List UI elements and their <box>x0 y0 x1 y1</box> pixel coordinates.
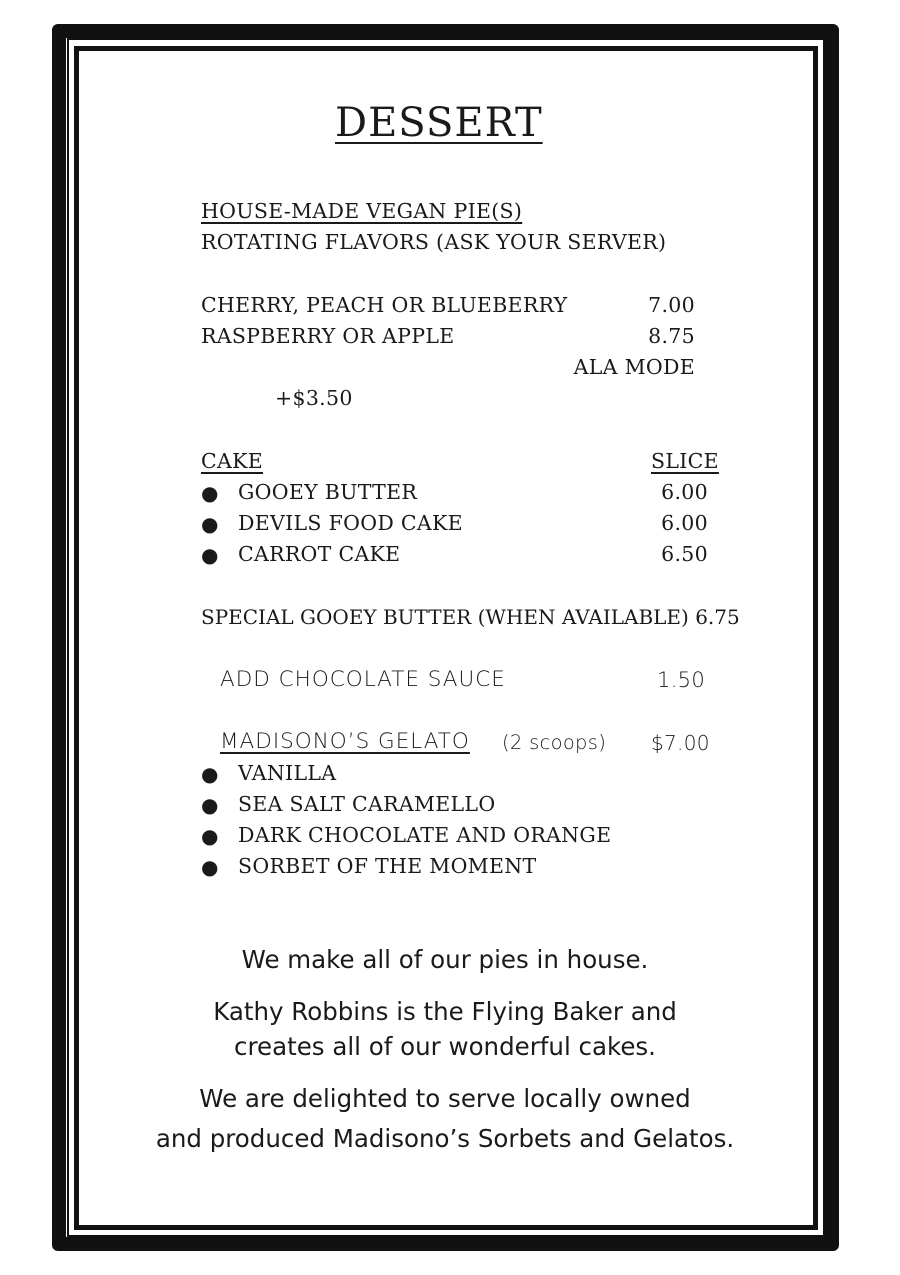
bullet-icon: ● <box>201 793 219 817</box>
ala-mode-label: ALA MODE <box>573 355 695 379</box>
cake-item-name: DEVILS FOOD CAKE <box>238 511 463 535</box>
cake-item-price: 6.00 <box>661 480 708 504</box>
cake-item-price: 6.50 <box>661 542 708 566</box>
cake-item-name: GOOEY BUTTER <box>238 480 418 504</box>
cake-heading: CAKE <box>201 449 263 473</box>
pies-subheading: ROTATING FLAVORS (ASK YOUR SERVER) <box>201 230 667 254</box>
special-gooey-butter: SPECIAL GOOEY BUTTER (WHEN AVAILABLE) 6.75 <box>201 605 740 629</box>
gelato-price: $7.00 <box>651 731 710 755</box>
footer-gelato-note-line1: We are delighted to serve locally owned <box>199 1084 691 1113</box>
gelato-note: (2 scoops) <box>502 731 607 754</box>
gelato-flavor: DARK CHOCOLATE AND ORANGE <box>238 823 612 847</box>
pie-item-price: 8.75 <box>648 324 695 348</box>
bullet-icon: ● <box>201 762 219 786</box>
addon-name: ADD CHOCOLATE SAUCE <box>220 667 506 692</box>
bullet-icon: ● <box>201 481 219 505</box>
pies-heading: HOUSE-MADE VEGAN PIE(S) <box>201 199 523 223</box>
cake-item-name: CARROT CAKE <box>238 542 401 566</box>
page-title: DESSERT <box>335 100 543 146</box>
cake-item-price: 6.00 <box>661 511 708 535</box>
footer-gelato-note-line2: and produced Madisono’s Sorbets and Gelatos. <box>155 1124 735 1153</box>
addon-price: 1.50 <box>657 668 705 692</box>
cake-slice-label: SLICE <box>651 449 719 473</box>
bullet-icon: ● <box>201 855 219 879</box>
gelato-flavor: SORBET OF THE MOMENT <box>238 854 537 878</box>
footer-baker-note-line1: Kathy Robbins is the Flying Baker and <box>213 997 677 1026</box>
footer-pies-note: We make all of our pies in house. <box>241 945 649 974</box>
pie-item-price: 7.00 <box>648 293 695 317</box>
pie-item-name: RASPBERRY OR APPLE <box>201 324 455 348</box>
gelato-heading: MADISONO’S GELATO <box>220 729 470 754</box>
bullet-icon: ● <box>201 512 219 536</box>
footer-baker-note-line2: creates all of our wonderful cakes. <box>234 1032 656 1061</box>
bullet-icon: ● <box>201 824 219 848</box>
bullet-icon: ● <box>201 543 219 567</box>
pie-item-name: CHERRY, PEACH OR BLUEBERRY <box>201 293 568 317</box>
gelato-flavor: SEA SALT CARAMELLO <box>238 792 496 816</box>
gelato-flavor: VANILLA <box>238 761 337 785</box>
ala-mode-price: +$3.50 <box>275 386 353 410</box>
